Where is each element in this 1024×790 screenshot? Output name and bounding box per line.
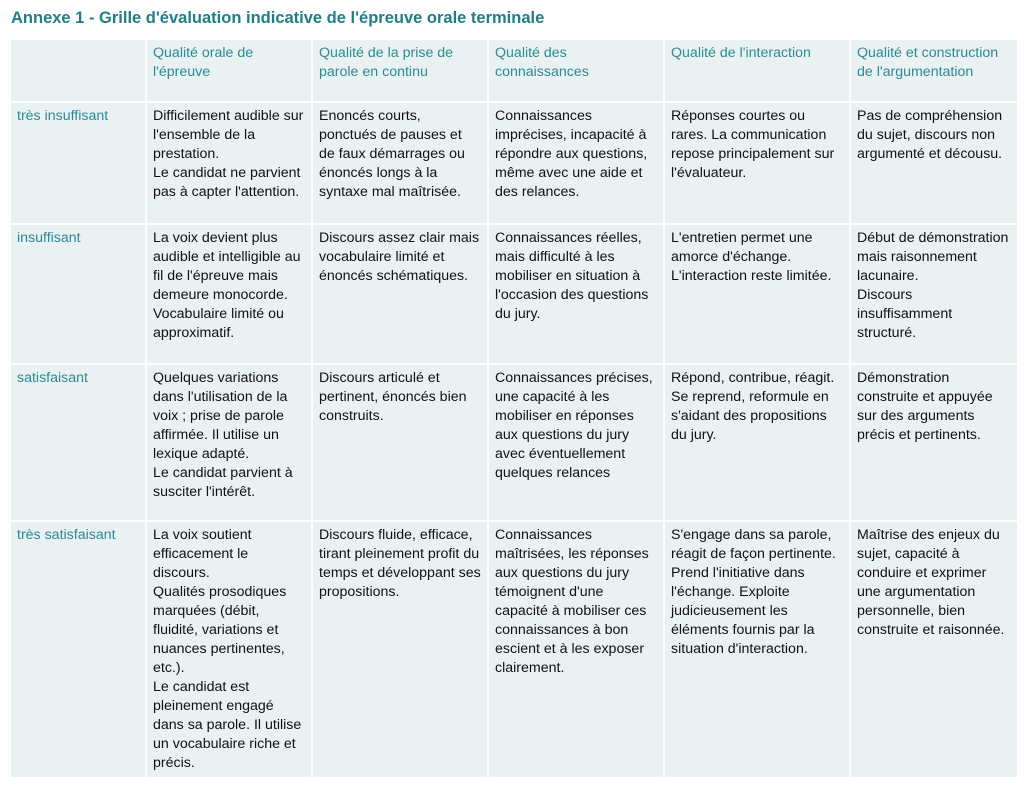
evaluation-grid	[9, 40, 1019, 779]
page-title: Annexe 1 - Grille d'évaluation indicative de l'épreuve orale terminale	[11, 9, 545, 27]
level-label: très satisfaisant	[11, 522, 145, 779]
cell-text: Début de démonstration mais raisonnement lacunaire.	[857, 230, 1009, 284]
cell-text: Qualités prosodiques marquées (débit, fluidité, variations et nuances pertinentes, etc.).	[153, 584, 287, 676]
table-cell	[147, 522, 311, 779]
level-label: satisfaisant	[11, 365, 145, 522]
cell-text: Répond, contribue, réagit. Se reprend, reformule en s'aidant des propositions du jury.	[671, 370, 835, 443]
table-cell	[313, 522, 487, 779]
cell-text: S'engage dans sa parole, réagit de façon pertinente. Prend l'initiative dans l'échange. Exploite judicieusement les éléments fournis par la situation d'interaction.	[671, 527, 836, 657]
level-label: très insuffisant	[11, 103, 145, 225]
header-row	[11, 40, 1017, 103]
table-cell	[851, 225, 1017, 365]
table-cell	[489, 365, 663, 522]
cell-text: Connaissances précises, une capacité à les mobiliser en réponses aux questions du jury avec éventuellement quelques relances	[495, 370, 653, 481]
cell-text: Le candidat est pleinement engagé dans sa parole. Il utilise un vocabulaire riche et précis.	[153, 679, 302, 771]
cell-text: Discours articulé et pertinent, énoncés bien construits.	[319, 370, 467, 424]
table-cell	[665, 365, 849, 522]
header-cell-continuous-speech: Qualité de la prise de parole en continu	[313, 40, 487, 103]
table-cell	[851, 365, 1017, 522]
cell-text: La voix devient plus audible et intelligible au fil de l'épreuve mais demeure monocorde.	[153, 230, 301, 303]
header-cell-knowledge: Qualité des connaissances	[489, 40, 663, 103]
table-cell	[313, 365, 487, 522]
cell-text: Discours insuffisamment structuré.	[857, 287, 953, 341]
cell-text: Le candidat parvient à susciter l'intérêt.	[153, 465, 293, 500]
table-row	[11, 225, 1017, 365]
cell-text: Quelques variations dans l'utilisation de la voix ; prise de parole affirmée. Il utilise un lexique adapté.	[153, 370, 288, 462]
table-cell	[851, 522, 1017, 779]
header-cell-empty	[11, 40, 145, 103]
header-cell-argumentation: Qualité et construction de l'argumentation	[851, 40, 1017, 103]
cell-text: Démonstration construite et appuyée sur des arguments précis et pertinents.	[857, 370, 993, 443]
cell-text: Enoncés courts, ponctués de pauses et de faux démarrages ou énoncés longs à la syntaxe mal maîtrisée.	[319, 108, 465, 200]
table-row	[11, 522, 1017, 779]
cell-text: Connaissances maîtrisées, les réponses aux questions du jury témoignent d'une capacité à mobiliser ces connaissances à bon escient et à les exposer clairement.	[495, 527, 649, 676]
cell-text: Connaissances imprécises, incapacité à répondre aux questions, même avec une aide et des relances.	[495, 108, 648, 200]
cell-text: Réponses courtes ou rares. La communication repose principalement sur l'évaluateur.	[671, 108, 835, 181]
cell-text: Connaissances réelles, mais difficulté à les mobiliser en situation à l'occasion des questions du jury.	[495, 230, 649, 322]
table-cell	[147, 365, 311, 522]
table-cell	[489, 225, 663, 365]
cell-text: Le candidat ne parvient pas à capter l'attention.	[153, 165, 301, 200]
cell-text: Vocabulaire limité ou approximatif.	[153, 306, 284, 341]
cell-text: Maîtrise des enjeux du sujet, capacité à conduire et exprimer une argumentation personnelle, bien construite et raisonnée.	[857, 527, 1005, 638]
table-cell	[489, 522, 663, 779]
cell-text: Discours assez clair mais vocabulaire limité et énoncés schématiques.	[319, 230, 480, 284]
table-cell	[147, 225, 311, 365]
table-cell	[489, 103, 663, 225]
cell-text: L'entretien permet une amorce d'échange. L'interaction reste limitée.	[671, 230, 832, 284]
table-row	[11, 365, 1017, 522]
table-row	[11, 103, 1017, 225]
table-cell	[147, 103, 311, 225]
cell-text: La voix soutient efficacement le discours.	[153, 527, 252, 581]
table-cell	[665, 522, 849, 779]
level-label: insuffisant	[11, 225, 145, 365]
table-cell	[665, 225, 849, 365]
table-cell	[665, 103, 849, 225]
table-cell	[313, 103, 487, 225]
table-cell	[851, 103, 1017, 225]
header-cell-oral-quality: Qualité orale de l'épreuve	[147, 40, 311, 103]
cell-text: Discours fluide, efficace, tirant pleinement profit du temps et développant ses propositions.	[319, 527, 481, 600]
header-cell-interaction: Qualité de l'interaction	[665, 40, 849, 103]
cell-text: Difficilement audible sur l'ensemble de la prestation.	[153, 108, 304, 162]
table-cell	[313, 225, 487, 365]
cell-text: Pas de compréhension du sujet, discours non argumenté et décousu.	[857, 108, 1003, 162]
